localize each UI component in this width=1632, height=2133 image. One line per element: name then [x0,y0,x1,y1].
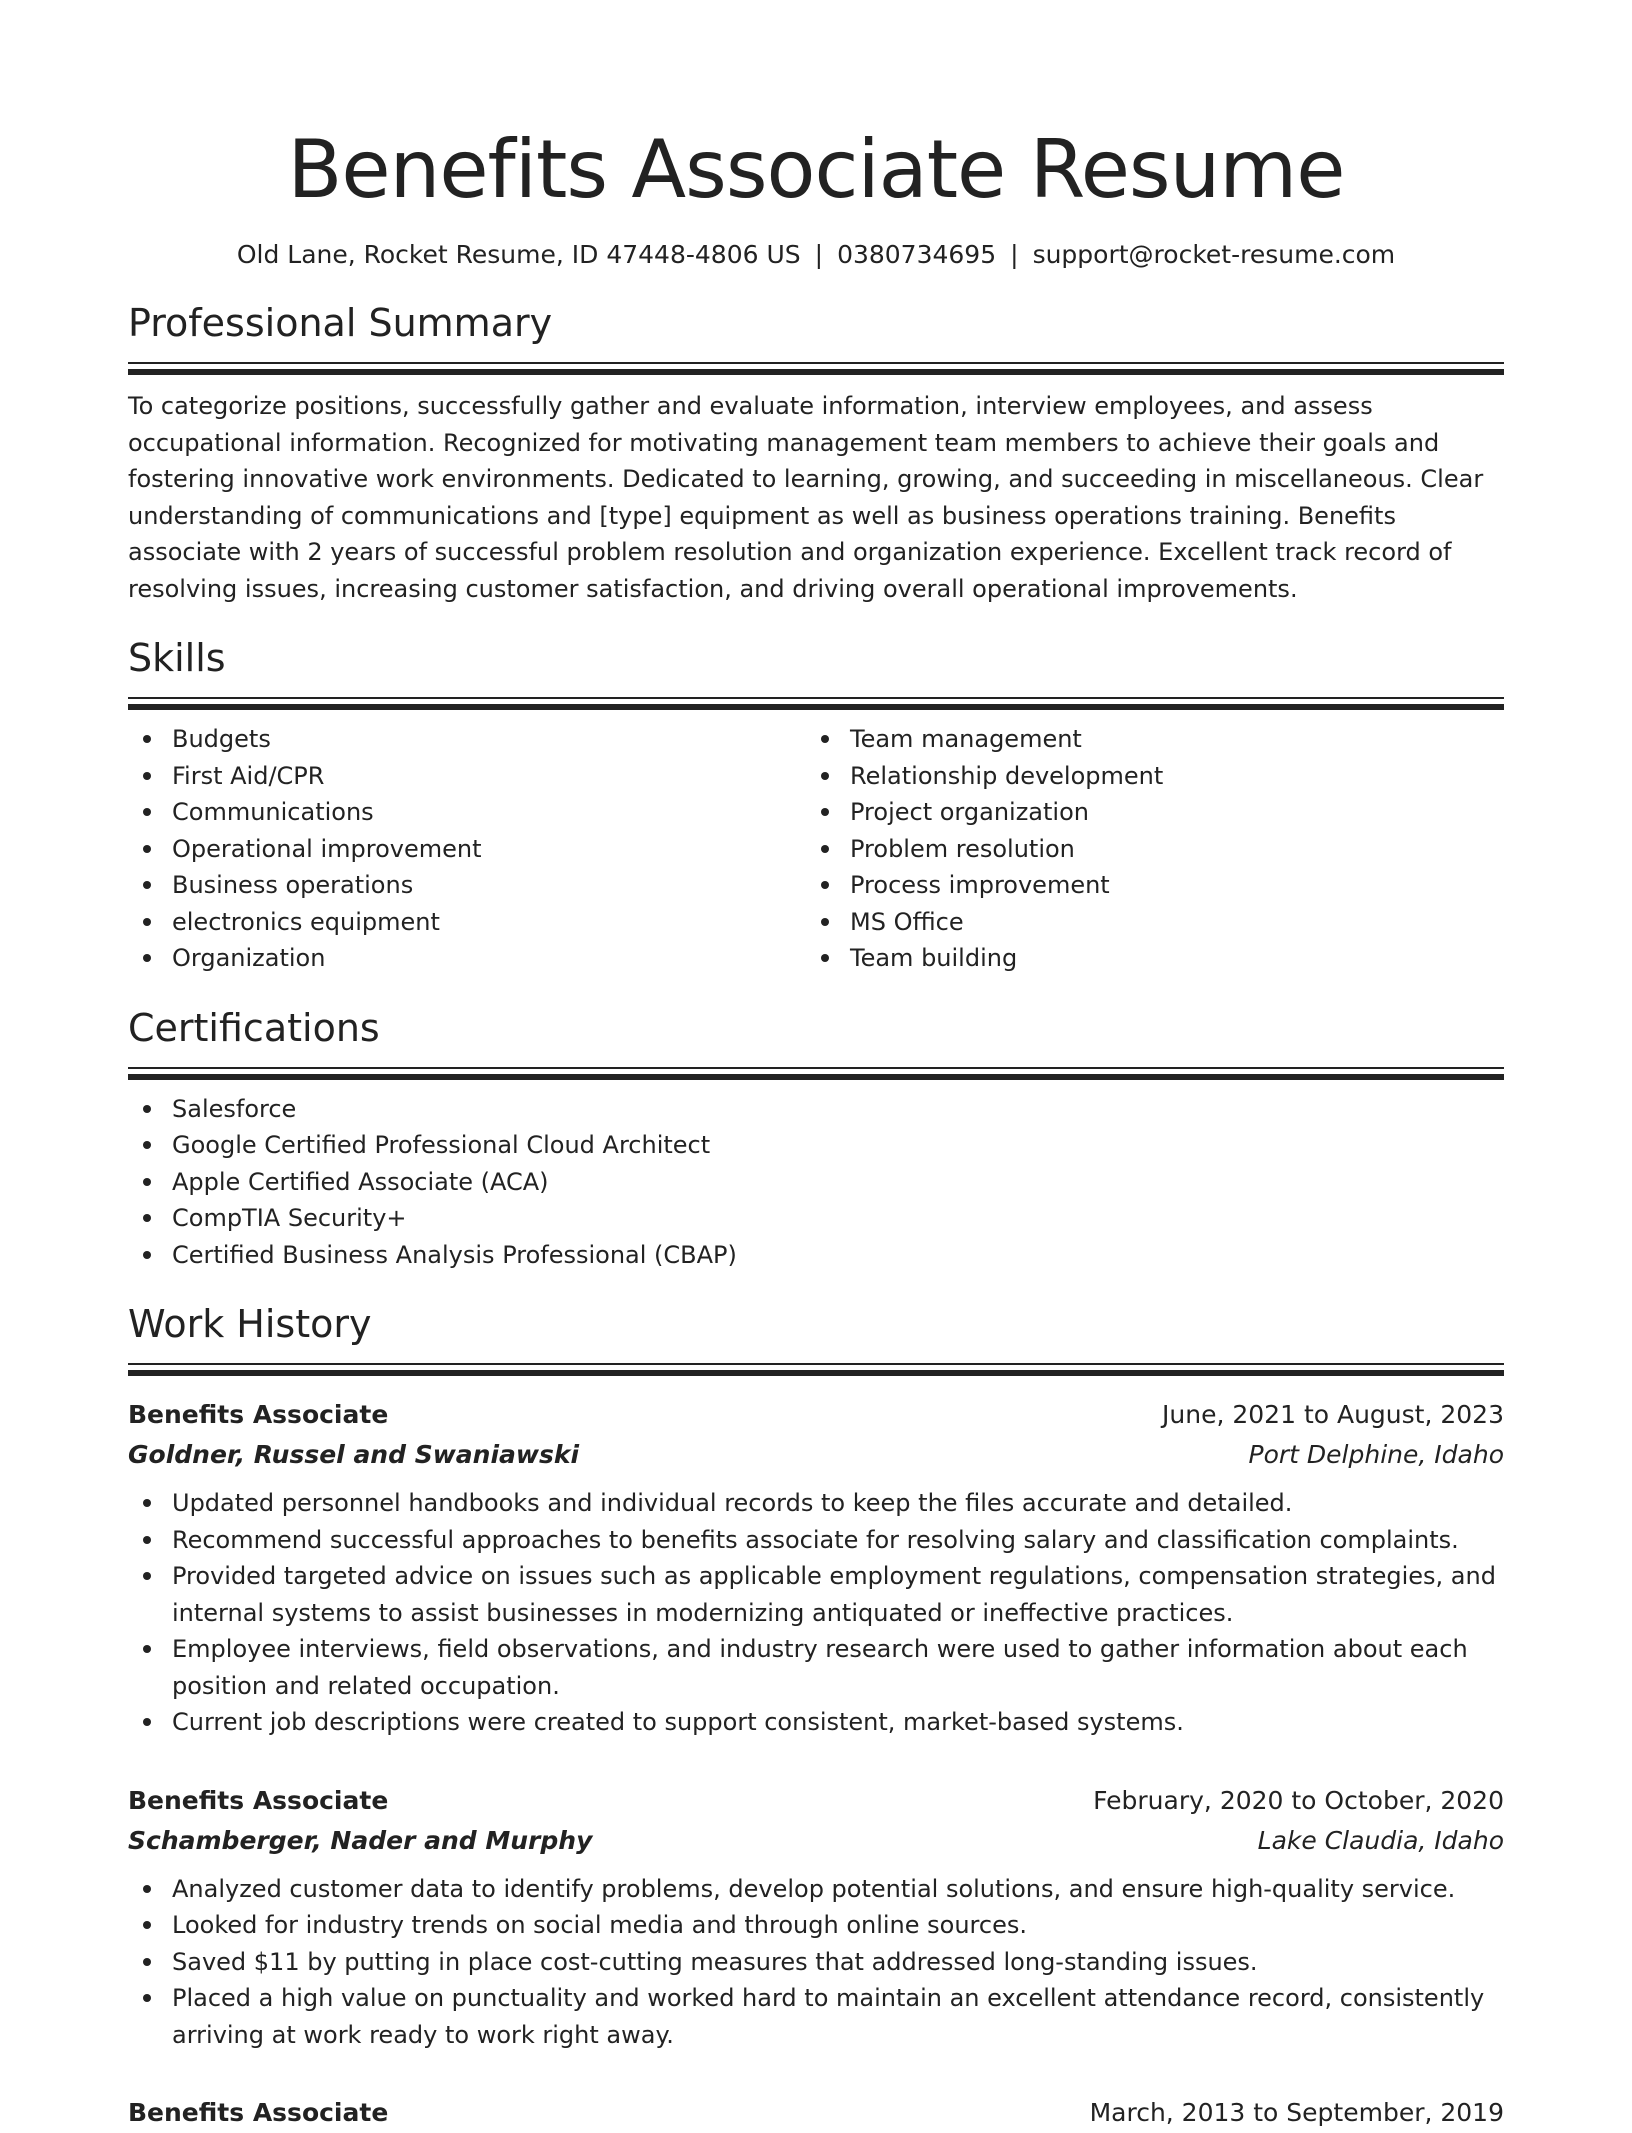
job-location: Lake Claudia, Idaho [1257,1825,1504,1855]
work-history-section [128,1299,1504,2133]
resume-title: Benefits Associate Resume [287,123,1345,216]
skills-right-list [806,721,1484,977]
job-bullet: Saved $11 by putting in place cost-cutting measures that addressed long-standing issues. [128,1944,1504,1981]
skill-item: Relationship development [806,758,1484,795]
job-header [128,2093,1504,2133]
job-bullet: Provided targeted advice on issues such as applicable employment regulations, compensation strategies, and internal systems to assist businesses in modernizing antiquated or ineffective practices. [128,1558,1504,1631]
section-divider [128,697,1504,709]
section-divider [128,362,1504,374]
skill-item: Organization [128,940,806,977]
job-entry [128,1395,1504,1741]
job-title: Benefits Associate [128,2098,389,2127]
skills-grid [128,721,1504,977]
certification-item: Certified Business Analysis Professional (CBAP) [128,1237,1504,1274]
contact-line [128,238,1504,272]
job-subheader [128,1821,1504,1861]
skill-item: Team management [806,721,1484,758]
job-header [128,1781,1504,1821]
skill-item: Process improvement [806,867,1484,904]
skill-item: MS Office [806,904,1484,941]
company-name: Goldner, Russel and Swaniawski [128,1440,580,1469]
job-bullet: Placed a high value on punctuality and worked hard to maintain an excellent attendance record, consistently arriving at work ready to work right away. [128,1980,1504,2053]
job-bullet: Looked for industry trends on social media and through online sources. [128,1907,1504,1944]
job-header [128,1395,1504,1435]
phone-number: 0380734695 [837,240,997,269]
skills-left-list [128,721,806,977]
company-name: Schamberger, Nader and Murphy [128,1825,593,1855]
job-subheader [128,1435,1504,1475]
certifications-section [128,1003,1504,1274]
job-entry [128,2093,1504,2133]
certification-item: CompTIA Security+ [128,1200,1504,1237]
skill-item: Operational improvement [128,831,806,868]
job-title: Benefits Associate [128,1400,389,1429]
section-heading: Professional Summary [128,301,553,345]
skill-item: electronics equipment [128,904,806,941]
skill-item: Team building [806,940,1484,977]
skill-item: Communications [128,794,806,831]
contact-separator: | [814,240,824,269]
section-divider [128,1067,1504,1079]
certifications-list [128,1091,1504,1274]
skill-item: Budgets [128,721,806,758]
address: Old Lane, Rocket Resume, ID 47448-4806 US [236,240,801,269]
job-bullet: Analyzed customer data to identify problems, develop potential solutions, and ensure high-quality service. [128,1871,1504,1908]
section-divider [128,1363,1504,1375]
job-dates: February, 2020 to October, 2020 [1093,1785,1504,1815]
job-title: Benefits Associate [128,1785,389,1815]
section-heading: Skills [128,636,226,680]
section-heading: Certifications [128,1005,380,1050]
email-address: support@rocket-resume.com [1032,240,1396,269]
job-bullet: Updated personnel handbooks and individual records to keep the files accurate and detailed. [128,1485,1504,1522]
certification-item: Apple Certified Associate (ACA) [128,1164,1504,1201]
skill-item: Problem resolution [806,831,1484,868]
resume-page [128,120,1504,2133]
job-dates: June, 2021 to August, 2023 [1162,1400,1504,1429]
skills-section [128,633,1504,977]
job-bullets [128,1485,1504,1741]
job-dates: March, 2013 to September, 2019 [1089,2098,1504,2127]
certification-item: Google Certified Professional Cloud Architect [128,1127,1504,1164]
certification-item: Salesforce [128,1091,1504,1128]
skill-item: First Aid/CPR [128,758,806,795]
job-bullet: Current job descriptions were created to support consistent, market-based systems. [128,1704,1504,1741]
professional-summary-section [128,298,1504,607]
summary-text: To categorize positions, successfully gather and evaluate information, interview employees, and assess occupational information. Recognized for motivating management team members to achieve their goals and fostering innovative work environments. Dedicated to learning, growing, and succeeding in miscellaneous. Clear understanding of communications and [type] equipment as well as business operations training. Benefits associate with 2 years of successful problem resolution and organization experience. Excellent track record of resolving issues, increasing customer satisfaction, and driving overall operational improvements. [128,392,1484,603]
skill-item: Business operations [128,867,806,904]
job-location: Port Delphine, Idaho [1248,1440,1504,1469]
job-bullet: Employee interviews, field observations, and industry research were used to gather information about each position and related occupation. [128,1631,1504,1704]
job-entry [128,1781,1504,2054]
job-bullets [128,1871,1504,2054]
section-heading: Work History [128,1302,372,1346]
skill-item: Project organization [806,794,1484,831]
contact-separator: | [1010,240,1019,269]
job-bullet: Recommend successful approaches to benefits associate for resolving salary and classification complaints. [128,1522,1504,1559]
